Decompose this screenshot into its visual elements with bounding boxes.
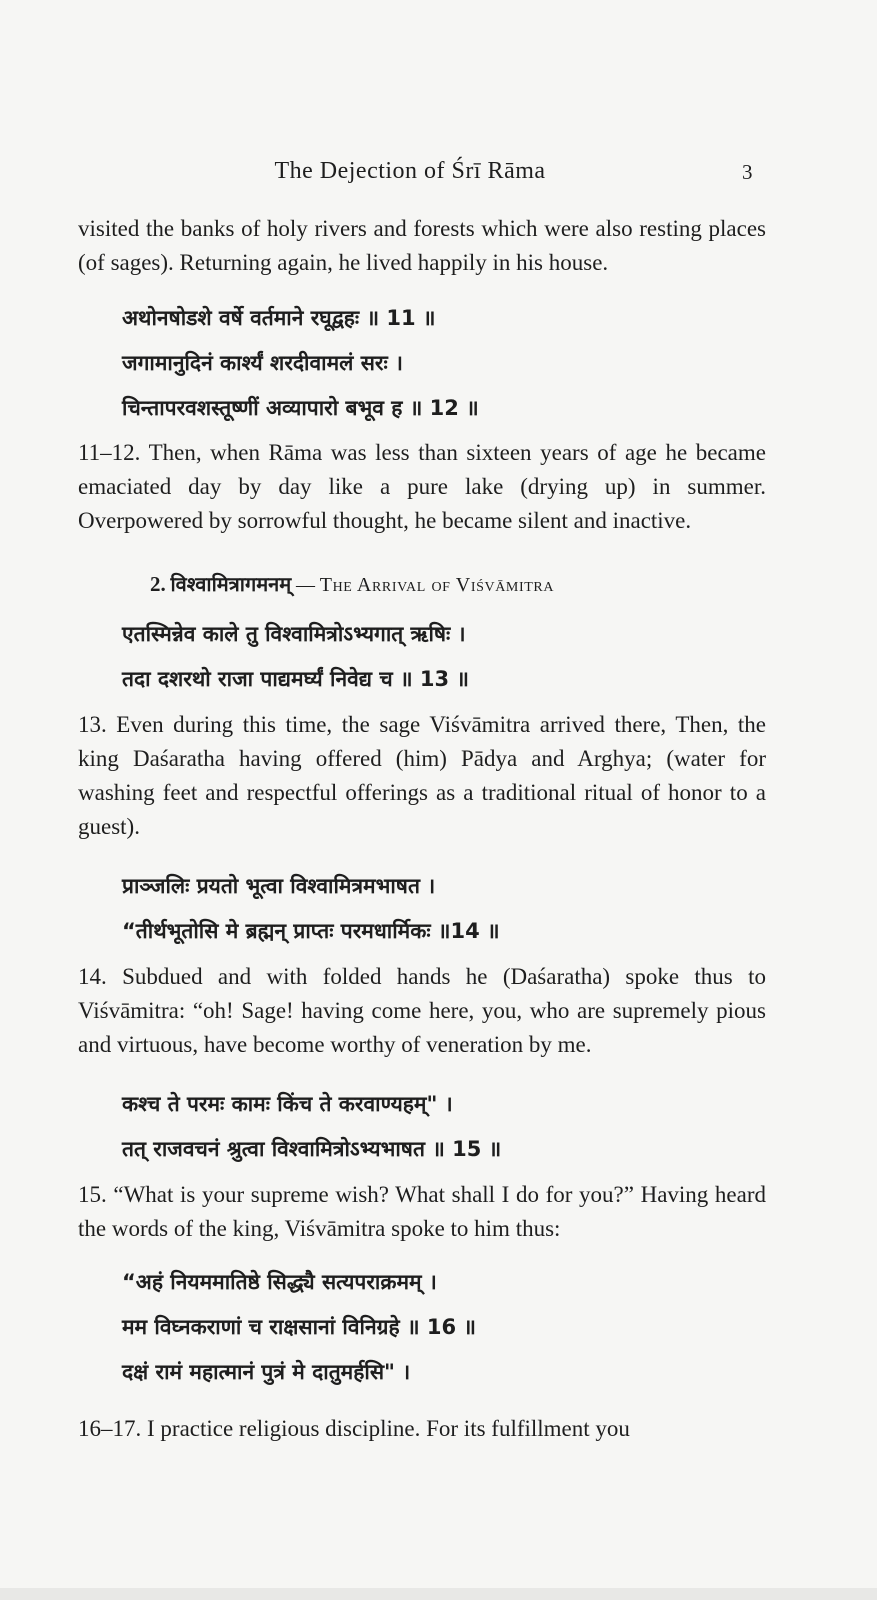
verse-11-12	[122, 296, 782, 431]
paragraph-14: 14. Subdued and with folded hands he (Daśaratha) spoke thus to Viśvāmitra: “oh! Sage! having come here, you, who are supremely pious and virtuous, have become worthy of veneration by me.	[78, 964, 766, 1057]
section-dash: —	[296, 575, 315, 596]
verse-line: “तीर्थभूतोसि मे ब्रह्मन् प्राप्तः परमधार्मिकः ॥14 ॥	[122, 919, 500, 943]
section-title-sanskrit: विश्वामित्रागमनम्	[170, 572, 292, 596]
section-number: 2.	[150, 572, 166, 596]
verse-16	[122, 1260, 782, 1395]
verse-14	[122, 864, 782, 954]
section-title-english: The Arrival of Viśvāmitra	[319, 574, 555, 596]
verse-15	[122, 1082, 782, 1172]
verse-line: चिन्तापरवशस्तूष्णीं अव्यापारो बभूव ह ॥ 12 ॥	[122, 396, 479, 420]
verse-line: जगामानुदिनं कार्श्यं शरदीवामलं सरः ।	[122, 351, 404, 375]
running-head	[0, 158, 877, 192]
paragraph-15: 15. “What is your supreme wish? What shall I do for you?” Having heard the words of the king, Viśvāmitra spoke to him thus:	[78, 1182, 766, 1241]
paragraph-intro: visited the banks of holy rivers and forests which were also resting places (of sages). Returning again, he lived happily in his house.	[78, 216, 766, 275]
verse-line: अथोनषोडशे वर्षे वर्तमाने रघूद्वहः ॥ 11 ॥	[122, 306, 436, 330]
page-bottom-edge	[0, 1588, 877, 1600]
running-title: The Dejection of Śrī Rāma	[274, 158, 546, 184]
verse-line: एतस्मिन्नेव काले तु विश्वामित्रोऽभ्यगात् ऋषिः ।	[122, 622, 466, 646]
verse-line: “अहं नियममातिष्ठे सिद्ध्यै सत्यपराक्रमम् ।	[122, 1270, 437, 1294]
verse-line: कश्च ते परमः कामः किंच ते करवाण्यहम्" ।	[122, 1092, 453, 1116]
verse-13	[122, 612, 782, 702]
paragraph-13: 13. Even during this time, the sage Viśvāmitra arrived there, Then, the king Daśaratha having offered (him) Pādya and Arghya; (water for washing feet and respectful offerings as a traditional ritual of honor to a guest).	[78, 712, 766, 839]
paragraph-16-17: 16–17. I practice religious discipline. For its fulfillment you	[78, 1416, 630, 1441]
verse-line: दक्षं रामं महात्मानं पुत्रं मे दातुमर्हसि" ।	[122, 1360, 411, 1384]
page-number: 3	[742, 160, 753, 184]
section-heading	[150, 570, 770, 597]
verse-line: प्राञ्जलिः प्रयतो भूत्वा विश्वामित्रमभाषत ।	[122, 874, 436, 898]
verse-line: तदा दशरथो राजा पाद्यमर्घ्यं निवेद्य च ॥ 13 ॥	[122, 667, 469, 691]
verse-line: मम विघ्नकराणां च राक्षसानां विनिग्रहे ॥ 16 ॥	[122, 1315, 476, 1339]
verse-line: तत् राजवचनं श्रुत्वा विश्वामित्रोऽभ्यभाषत ॥ 15 ॥	[122, 1137, 502, 1161]
paragraph-11-12: 11–12. Then, when Rāma was less than sixteen years of age he became emaciated day by day like a pure lake (drying up) in summer. Overpowered by sorrowful thought, he became silent and inactive.	[78, 440, 766, 533]
